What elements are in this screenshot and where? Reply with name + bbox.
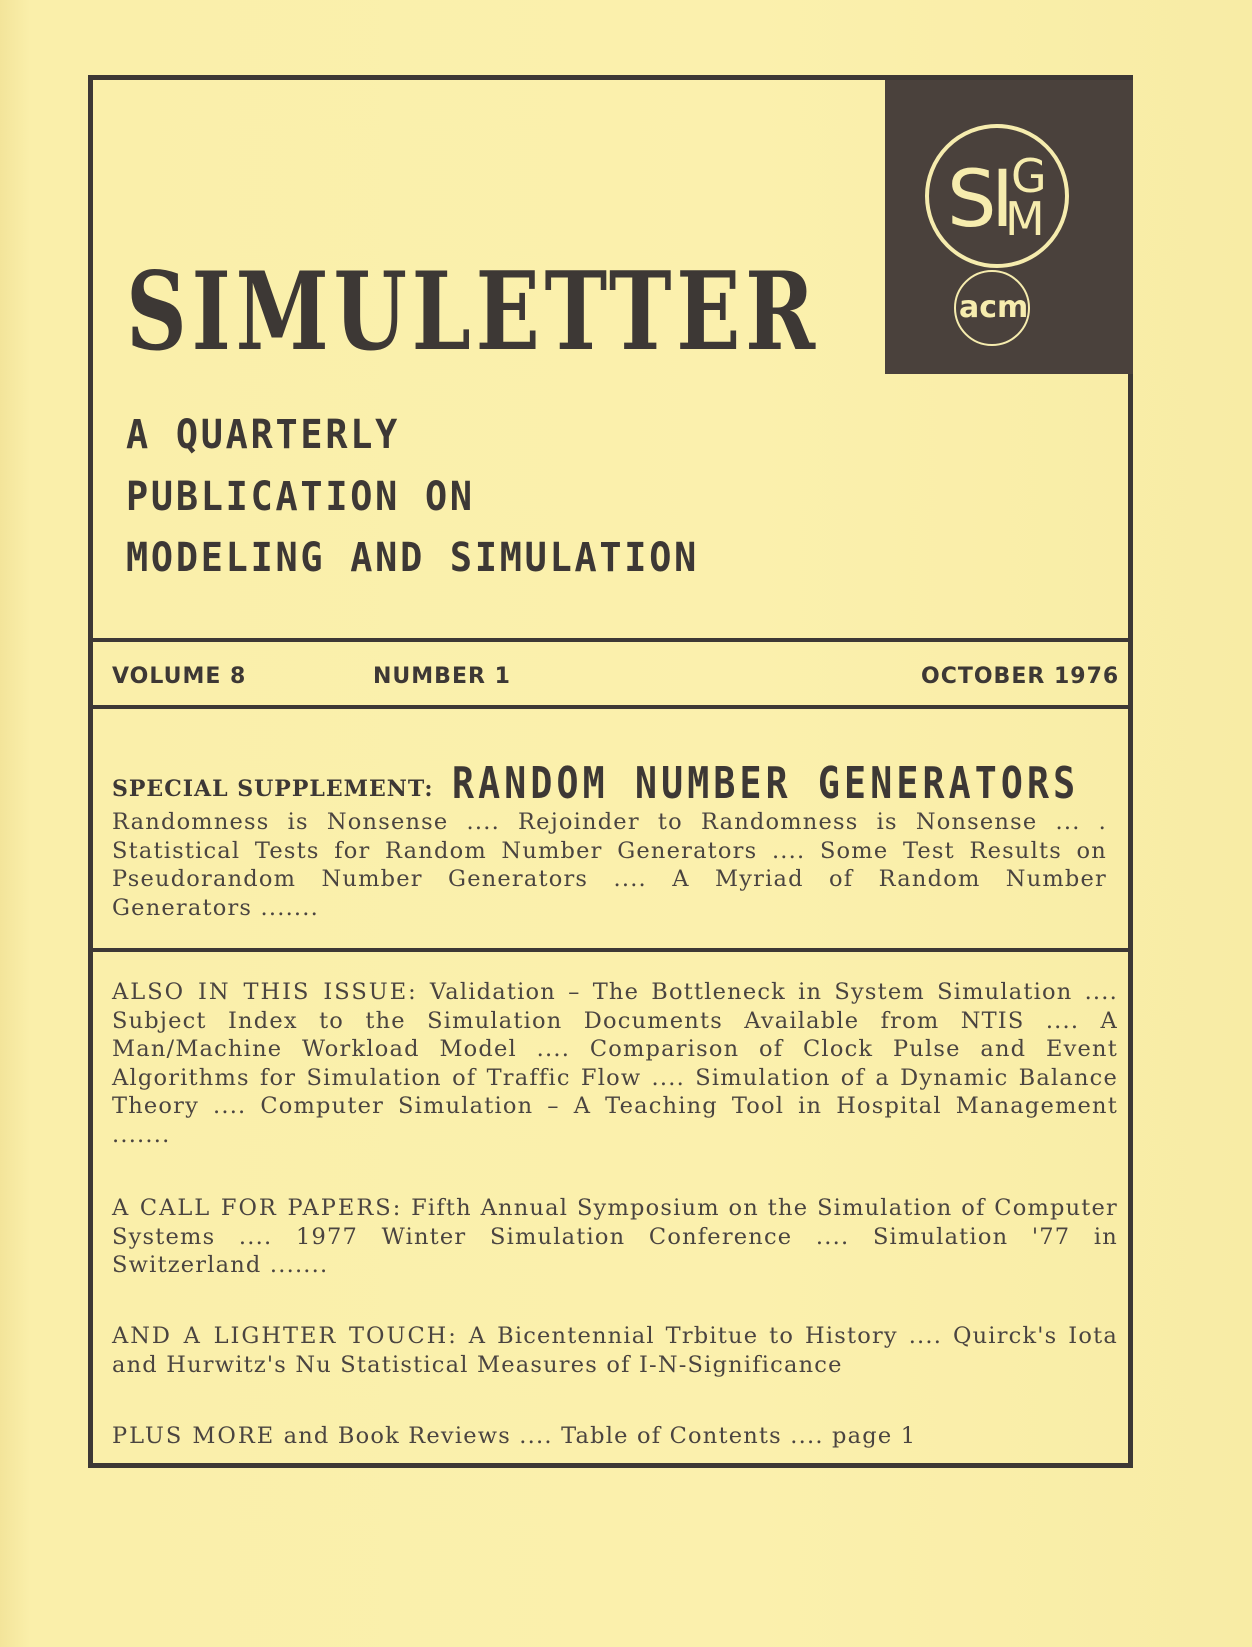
special-supplement-label: SPECIAL SUPPLEMENT: xyxy=(112,776,434,802)
divider-rule xyxy=(90,705,1131,709)
call-for-papers-section xyxy=(112,1194,1118,1280)
number-label: NUMBER 1 xyxy=(373,664,511,689)
call-for-papers-contents: Fifth Annual Symposium on the Simulation of Computer Systems .... 1977 Winter Simulation Conference .... Simulation '77 in Switzerland ....... xyxy=(112,1195,1118,1278)
divider-rule xyxy=(90,638,1131,642)
date-label: OCTOBER 1976 xyxy=(921,664,1120,689)
lighter-touch-contents: A Bicentennial Trbitue to History .... Quirck's Iota and Hurwitz's Nu Statistical Measures of I-N-Significance xyxy=(112,1323,1118,1378)
tagline-line-1: A QUARTERLY xyxy=(126,412,401,458)
lighter-touch-label: AND A LIGHTER TOUCH: xyxy=(112,1323,458,1349)
logo-s-letter: S xyxy=(947,155,997,245)
also-in-this-issue-section xyxy=(112,978,1118,1149)
tagline-line-3: MODELING AND SIMULATION xyxy=(126,535,700,581)
logo-i-letter: I xyxy=(991,155,1015,245)
also-in-this-issue-label: ALSO IN THIS ISSUE: xyxy=(112,979,418,1005)
logo-g-letter: G xyxy=(1011,149,1047,203)
plus-more-contents: and Book Reviews .... Table of Contents .... page 1 xyxy=(283,1423,917,1449)
plus-more-label: PLUS MORE xyxy=(112,1423,276,1449)
masthead-title: SIMULETTER xyxy=(126,249,820,375)
call-for-papers-label: A CALL FOR PAPERS: xyxy=(112,1195,403,1221)
sigsim-logo-icon xyxy=(885,80,1133,374)
sigsim-acm-logo-block xyxy=(885,80,1133,374)
special-supplement-contents: Randomness is Nonsense .... Rejoinder to Randomness is Nonsense ... . Statistical Tests for Random Number Generators .... Some Test Results on Pseudorandom Number Generators .... A Myriad of Random Number Generators ....... xyxy=(112,809,1107,921)
also-in-this-issue-contents: Validation – The Bottleneck in System Simulation .... Subject Index to the Simulation Documents Available from NTIS .... A Man/Machine Workload Model .... Comparison of Clock Pulse and Event Algorithms for Simulation of Traffic Flow .... Simulation of a Dynamic Balance Theory .... Computer Simulation – A Teaching Tool in Hospital Management ....... xyxy=(112,979,1118,1148)
tagline-line-2: PUBLICATION ON xyxy=(126,474,475,520)
special-supplement-title: RANDOM NUMBER GENERATORS xyxy=(452,758,1080,809)
logo-m-letter: M xyxy=(1005,192,1045,246)
plus-more-section xyxy=(112,1422,1118,1451)
logo-acm-text: acm xyxy=(959,290,1029,325)
lighter-touch-section xyxy=(112,1322,1118,1379)
divider-rule xyxy=(90,948,1131,952)
volume-label: VOLUME 8 xyxy=(112,664,247,689)
